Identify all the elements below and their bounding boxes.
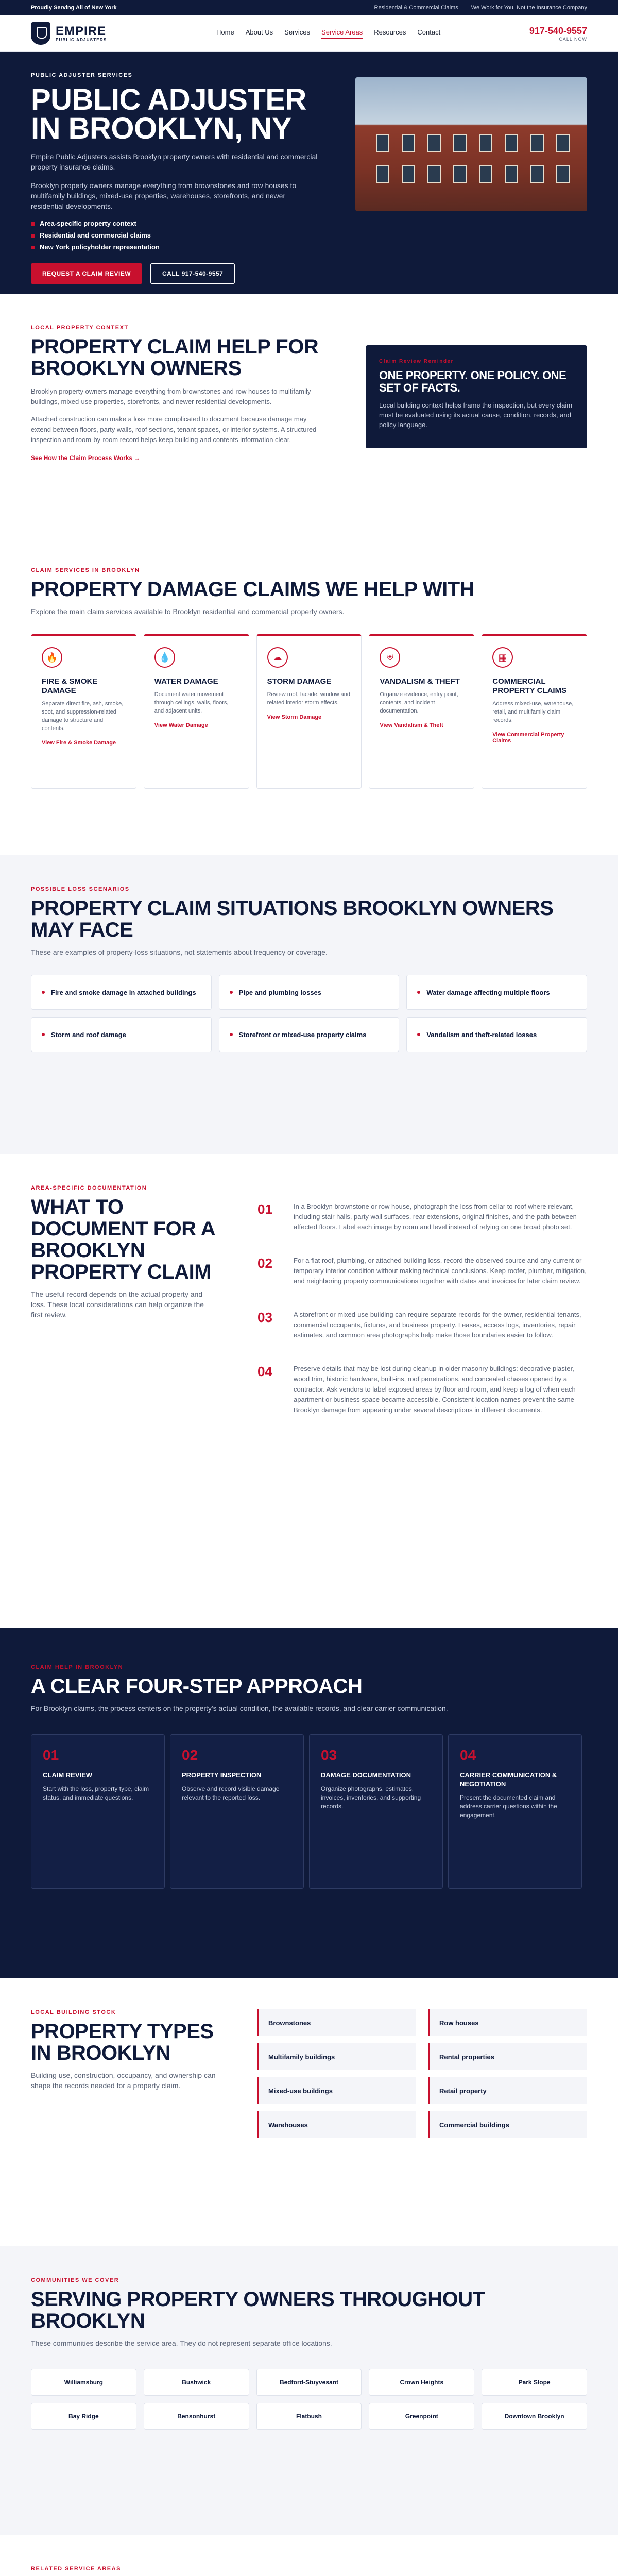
hero-body-2: Brooklyn property owners manage everything from brownstones and row houses to multifamily buildings, mixed-use properties, warehouses, storefronts, and newer residential developments.: [31, 181, 297, 210]
property-types-section: [0, 1978, 618, 2246]
hero-bullet: Area-specific property context: [31, 219, 319, 227]
card-title: ONE PROPERTY. ONE POLICY. ONE SET OF FACTS.: [379, 369, 566, 394]
community-item: Bushwick: [144, 2369, 249, 2396]
property-type-item: Multifamily buildings: [258, 2043, 416, 2070]
service-card-title: COMMERCIAL PROPERTY CLAIMS: [492, 677, 567, 695]
nav-services[interactable]: Services: [284, 28, 311, 36]
approach-step-title: DAMAGE DOCUMENTATION: [321, 1771, 411, 1779]
shield-icon: ⛨: [380, 647, 400, 668]
property-type-item: Row houses: [428, 2009, 587, 2036]
brooklyn-building-photo: [355, 77, 587, 211]
claims-eyebrow: CLAIM SERVICES IN BROOKLYN: [31, 567, 140, 573]
hero-bullet: Residential and commercial claims: [31, 231, 319, 239]
service-card-body: Separate direct fire, ash, smoke, soot, and suppression-related damage to structure and contents.: [42, 701, 124, 732]
doc-subtitle: The useful record depends on the actual property and loss. These local considerations can help organize the first review.: [31, 1290, 204, 1319]
approach-title: A CLEAR FOUR-STEP APPROACH: [31, 1675, 363, 1698]
documentation-section: [0, 1154, 618, 1628]
approach-step-number: 03: [321, 1747, 337, 1763]
doc-step-text: For a flat roof, plumbing, or attached building loss, record the observed source and any current or temporary interior condition without making technical conclusions. Keep roofer, plumber, mitigation, and neighboring property communications together with dates and invoices for later claim review.: [294, 1257, 587, 1285]
claim-services-section: [0, 536, 618, 855]
approach-step-title: PROPERTY INSPECTION: [182, 1771, 262, 1779]
nav-service-areas[interactable]: Service Areas: [321, 28, 363, 39]
service-card-title: FIRE & SMOKE DAMAGE: [42, 677, 98, 695]
service-card-link[interactable]: View Water Damage: [154, 722, 208, 728]
community-item: Greenpoint: [369, 2403, 474, 2430]
doc-step-number: 02: [258, 1256, 272, 1271]
phone-number[interactable]: 917-540-9557: [529, 25, 587, 36]
property-type-item: Warehouses: [258, 2111, 416, 2138]
service-card-vandalism[interactable]: [369, 634, 474, 789]
situations-eyebrow: POSSIBLE LOSS SCENARIOS: [31, 886, 130, 892]
context-title: PROPERTY CLAIM HELP FOR BROOKLYN OWNERS: [31, 335, 319, 380]
claim-review-reminder-card: [366, 345, 587, 448]
approach-step-number: 04: [460, 1747, 476, 1763]
local-context-section: [0, 294, 618, 536]
types-eyebrow: LOCAL BUILDING STOCK: [31, 2009, 116, 2015]
approach-step: [31, 1734, 165, 1889]
situation-item: Water damage affecting multiple floors: [406, 975, 587, 1010]
approach-step-number: 02: [182, 1747, 198, 1763]
property-type-item: Retail property: [428, 2077, 587, 2104]
types-title: PROPERTY TYPES IN BROOKLYN: [31, 2020, 214, 2064]
service-card-storm[interactable]: [256, 634, 362, 789]
service-card-link[interactable]: View Commercial Property Claims: [492, 732, 564, 744]
situation-item: Fire and smoke damage in attached buildings: [31, 975, 212, 1010]
top-bar: [0, 0, 618, 15]
card-eyebrow: Claim Review Reminder: [379, 359, 454, 364]
service-card-title: STORM DAMAGE: [267, 677, 332, 686]
fire-icon: 🔥: [42, 647, 62, 668]
doc-step-text: A storefront or mixed-use building can require separate records for the owner, residential tenants, commercial occupants, fixtures, and business property. Leases, access logs, inventories, repair estimates, and common area photographs help make those boundaries easier to follow.: [294, 1311, 581, 1339]
situation-item: Pipe and plumbing losses: [219, 975, 400, 1010]
community-item: Bensonhurst: [144, 2403, 249, 2430]
topbar-item: We Work for You, Not the Insurance Company: [471, 5, 587, 11]
community-item: Bay Ridge: [31, 2403, 136, 2430]
approach-step-body: Start with the loss, property type, claim status, and immediate questions.: [43, 1785, 149, 1801]
approach-step-title: CLAIM REVIEW: [43, 1771, 93, 1779]
brand-tag: PUBLIC ADJUSTERS: [56, 37, 107, 42]
building-icon: ▦: [492, 647, 513, 668]
claim-process-link[interactable]: See How the Claim Process Works →: [31, 454, 141, 462]
communities-subtitle: These communities describe the service area. They do not represent separate office locations.: [31, 2339, 332, 2347]
approach-step-body: Organize photographs, estimates, invoices, inventories, and supporting records.: [321, 1785, 421, 1810]
property-type-item: Rental properties: [428, 2043, 587, 2070]
community-item: Crown Heights: [369, 2369, 474, 2396]
hero-bullets: [31, 219, 319, 251]
service-card-title: VANDALISM & THEFT: [380, 677, 460, 686]
main-nav: [216, 28, 529, 39]
brand-logo[interactable]: [31, 22, 216, 45]
approach-section: [0, 1628, 618, 1978]
related-eyebrow: RELATED SERVICE AREAS: [31, 2566, 121, 2572]
community-item: Downtown Brooklyn: [482, 2403, 587, 2430]
doc-step: [258, 1298, 587, 1352]
service-card-body: Organize evidence, entry point, contents, and incident documentation.: [380, 691, 458, 714]
site-header: [0, 15, 618, 52]
situations-title: PROPERTY CLAIM SITUATIONS BROOKLYN OWNERS MAY FACE: [31, 897, 554, 941]
header-phone[interactable]: [529, 26, 587, 42]
community-item: Bedford-Stuyvesant: [256, 2369, 362, 2396]
approach-step-number: 01: [43, 1747, 59, 1763]
cloud-icon: ☁: [267, 647, 288, 668]
property-type-item: Brownstones: [258, 2009, 416, 2036]
approach-step: [309, 1734, 443, 1889]
community-item: Flatbush: [256, 2403, 362, 2430]
hero-title: PUBLIC ADJUSTER IN BROOKLYN, NY: [31, 83, 306, 145]
situation-item: Storm and roof damage: [31, 1017, 212, 1052]
types-subtitle: Building use, construction, occupancy, and ownership can shape the records needed for a property claim.: [31, 2071, 216, 2090]
doc-step-number: 03: [258, 1310, 272, 1325]
service-card-fire[interactable]: [31, 634, 136, 789]
approach-eyebrow: CLAIM HELP IN BROOKLYN: [31, 1664, 124, 1670]
service-card-link[interactable]: View Fire & Smoke Damage: [42, 740, 116, 746]
nav-about[interactable]: About Us: [245, 28, 273, 36]
shield-logo-icon: [31, 22, 50, 45]
service-card-link[interactable]: View Storm Damage: [267, 714, 322, 720]
topbar-tagline: Proudly Serving All of New York: [31, 5, 117, 11]
nav-contact[interactable]: Contact: [417, 28, 441, 36]
property-type-item: Commercial buildings: [428, 2111, 587, 2138]
situation-item: Storefront or mixed-use property claims: [219, 1017, 400, 1052]
water-drop-icon: 💧: [154, 647, 175, 668]
hero-body: Empire Public Adjusters assists Brooklyn property owners with residential and commercial property insurance claims.: [31, 152, 318, 171]
related-areas-section: [0, 2535, 618, 2576]
request-claim-review-button[interactable]: REQUEST A CLAIM REVIEW: [31, 263, 142, 284]
situations-subtitle: These are examples of property-loss situations, not statements about frequency or coverage.: [31, 948, 328, 956]
doc-step-number: 01: [258, 1201, 272, 1217]
claims-subtitle: Explore the main claim services available to Brooklyn residential and commercial property owners.: [31, 607, 345, 616]
hero-section: [0, 52, 618, 294]
approach-step: [170, 1734, 304, 1889]
hero-eyebrow: PUBLIC ADJUSTER SERVICES: [31, 72, 133, 78]
card-body: Local building context helps frame the inspection, but every claim must be evaluated using its actual cause, condition, records, and policy language.: [379, 401, 573, 429]
service-card-commercial[interactable]: [482, 634, 587, 789]
approach-step: [448, 1734, 582, 1889]
service-card-body: Document water movement through ceilings, walls, floors, and adjacent units.: [154, 691, 229, 714]
doc-step: [258, 1352, 587, 1427]
doc-step-text: Preserve details that may be lost during cleanup in older masonry buildings: decorative plaster, wood trim, historic hardware, built-ins, roof penetrations, and concealed chases opened by a contractor. Ask vendors to label exposed areas by floor and room, and keep a log of when each apartment or business space became accessible. Consistent location names prevent the same Brooklyn damage from appearing under several descriptions in different documents.: [294, 1365, 576, 1414]
hero-bullet: New York policyholder representation: [31, 243, 319, 251]
service-card-link[interactable]: View Vandalism & Theft: [380, 722, 443, 728]
context-paragraph: Brooklyn property owners manage everything from brownstones and row houses to multifamily buildings, mixed-use properties, storefronts, and newer residential developments.: [31, 387, 311, 405]
service-card-body: Review roof, facade, window and related interior storm effects.: [267, 691, 351, 706]
service-card-body: Address mixed-use, warehouse, retail, and multifamily claim records.: [492, 701, 574, 723]
call-button[interactable]: CALL 917-540-9557: [150, 263, 235, 284]
communities-eyebrow: COMMUNITIES WE COVER: [31, 2277, 119, 2283]
topbar-item: Residential & Commercial Claims: [374, 5, 458, 11]
claim-situations-section: [0, 855, 618, 1154]
context-paragraph: Attached construction can make a loss more complicated to document because damage may extend between floors, party walls, roof sections, tenant spaces, or interior systems. A structured inspection and room-by-room record helps keep building and contents information clear.: [31, 415, 317, 444]
brand-name: EMPIRE: [56, 24, 107, 38]
situation-item: Vandalism and theft-related losses: [406, 1017, 587, 1052]
service-card-water[interactable]: [144, 634, 249, 789]
approach-step-body: Present the documented claim and address carrier questions within the engagement.: [460, 1794, 557, 1819]
communities-title: SERVING PROPERTY OWNERS THROUGHOUT BROOKLYN: [31, 2288, 485, 2332]
doc-step: [258, 1190, 587, 1244]
nav-resources[interactable]: Resources: [374, 28, 406, 36]
claims-title: PROPERTY DAMAGE CLAIMS WE HELP WITH: [31, 578, 475, 601]
context-eyebrow: LOCAL PROPERTY CONTEXT: [31, 325, 129, 331]
approach-step-title: CARRIER COMMUNICATION & NEGOTIATION: [460, 1771, 557, 1788]
nav-home[interactable]: Home: [216, 28, 234, 36]
approach-subtitle: For Brooklyn claims, the process centers on the property's actual condition, the available records, and clear carrier communication.: [31, 1704, 448, 1713]
community-item: Park Slope: [482, 2369, 587, 2396]
doc-eyebrow: AREA-SPECIFIC DOCUMENTATION: [31, 1185, 147, 1191]
doc-step-number: 04: [258, 1364, 272, 1379]
doc-step: [258, 1244, 587, 1298]
communities-section: [0, 2246, 618, 2535]
approach-step-body: Observe and record visible damage relevant to the reported loss.: [182, 1785, 280, 1801]
doc-step-text: In a Brooklyn brownstone or row house, photograph the loss from cellar to roof where relevant, including stair halls, party wall surfaces, rear extensions, original finishes, and the path between affected floors. Label each image by room and level instead of relying on one broad photo set.: [294, 1202, 577, 1231]
community-item: Williamsburg: [31, 2369, 136, 2396]
service-card-title: WATER DAMAGE: [154, 677, 218, 686]
doc-title: WHAT TO DOCUMENT FOR A BROOKLYN PROPERTY CLAIM: [31, 1196, 215, 1283]
phone-label: CALL NOW: [559, 36, 587, 42]
property-type-item: Mixed-use buildings: [258, 2077, 416, 2104]
